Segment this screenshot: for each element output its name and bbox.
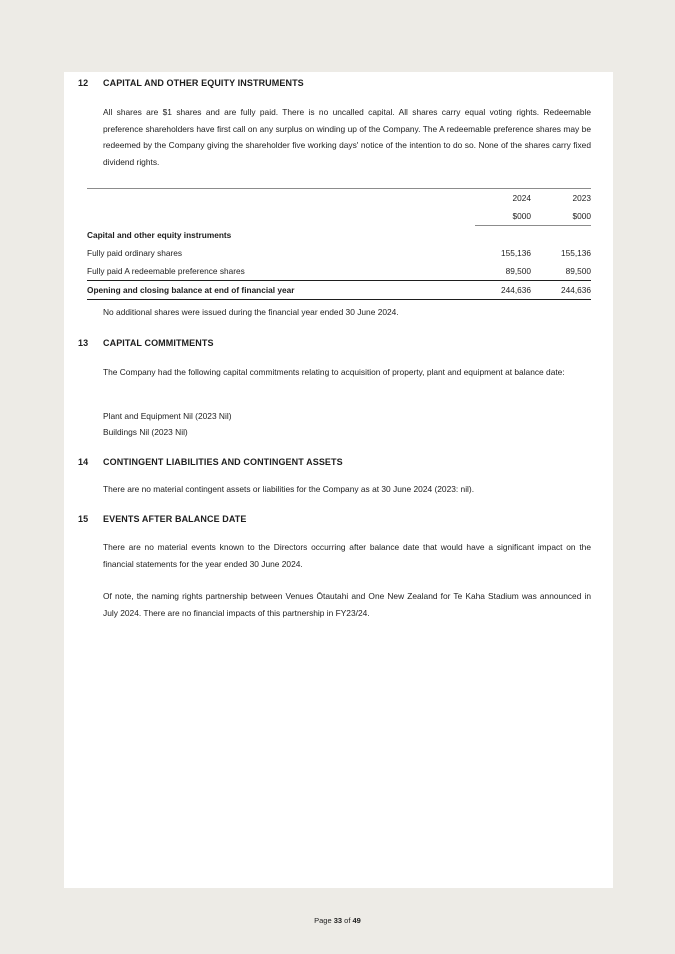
section-heading [64,457,613,471]
column-year-current: 2024 [475,189,535,208]
row-value-prior: 155,136 [561,248,591,258]
section-number: 12 [78,78,89,88]
equity-table [87,188,591,300]
row-value-current: 89,500 [505,266,531,276]
section-contingent [64,457,613,507]
commitment-line: Plant and Equipment Nil (2023 Nil) [103,411,232,421]
footer-page-number: 33 [333,916,343,925]
section-paragraph: There are no material events known to the Directors occurring after balance date that would have a significant impact on the financial statements for the year ended 30 June 2024. [103,542,591,569]
table-row [87,226,591,245]
row-label: Fully paid A redeemable preference shares [87,266,245,276]
table-row [87,262,591,281]
row-label: Capital and other equity instruments [87,229,232,240]
row-value-prior: 89,500 [565,266,591,276]
section-number: 15 [78,514,89,524]
section-title: CONTINGENT LIABILITIES AND CONTINGENT ASSETS [103,457,343,467]
section-title: CAPITAL COMMITMENTS [103,338,214,348]
section-number: 13 [78,338,89,348]
page-footer [0,916,675,925]
section-paragraph: There are no material contingent assets or liabilities for the Company as at 30 June 2024 (2023: nil). [103,484,475,494]
section-heading [64,78,613,92]
column-unit-current: $000 [475,207,535,226]
section-paragraph: The Company had the following capital commitments relating to acquisition of property, plant and equipment at balance date: [103,367,565,377]
table-header-spacer [87,189,475,208]
table-units-row [87,207,591,226]
footer-of: of [342,916,353,925]
section-events-after [64,514,613,634]
footer-page-total: 49 [352,916,361,925]
column-unit-prior: $000 [535,207,591,226]
row-value-current: 244,636 [475,281,535,300]
row-value-current: 155,136 [501,248,531,258]
section-paragraph: All shares are $1 shares and are fully paid. There is no uncalled capital. All shares carry equal voting rights. Redeemable preference shareholders have first call on any surplus on winding up of the Company. The A redeemable preference shares may be redeemed by the Company giving the shareholder five working days' notice of the intention to do so. None of the shares carry fixed dividend rights. [103,107,591,167]
section-capital-equity [64,78,613,317]
row-value-prior: 244,636 [535,281,591,300]
section-capital-commitments [64,338,613,448]
section-title: EVENTS AFTER BALANCE DATE [103,514,247,524]
table-total-row [87,281,591,300]
section-number: 14 [78,457,89,467]
commitment-line: Buildings Nil (2023 Nil) [103,427,188,437]
section-heading [64,514,613,528]
footer-prefix: Page [314,916,334,925]
section-heading [64,338,613,352]
table-units-spacer [87,207,475,226]
row-value-prior [535,226,591,245]
table-row [87,244,591,262]
table-header-row [87,189,591,208]
row-label: Fully paid ordinary shares [87,248,182,258]
row-label: Opening and closing balance at end of financial year [87,281,475,300]
section-note: No additional shares were issued during the financial year ended 30 June 2024. [103,307,399,317]
column-year-prior: 2023 [535,189,591,208]
section-title: CAPITAL AND OTHER EQUITY INSTRUMENTS [103,78,304,88]
document-page [64,72,613,888]
section-paragraph: Of note, the naming rights partnership between Venues Ōtautahi and One New Zealand for Te Kaha Stadium was announced in July 2024. There are no financial impacts of this partnership in FY23/24. [103,591,591,618]
row-value-current [475,226,535,245]
